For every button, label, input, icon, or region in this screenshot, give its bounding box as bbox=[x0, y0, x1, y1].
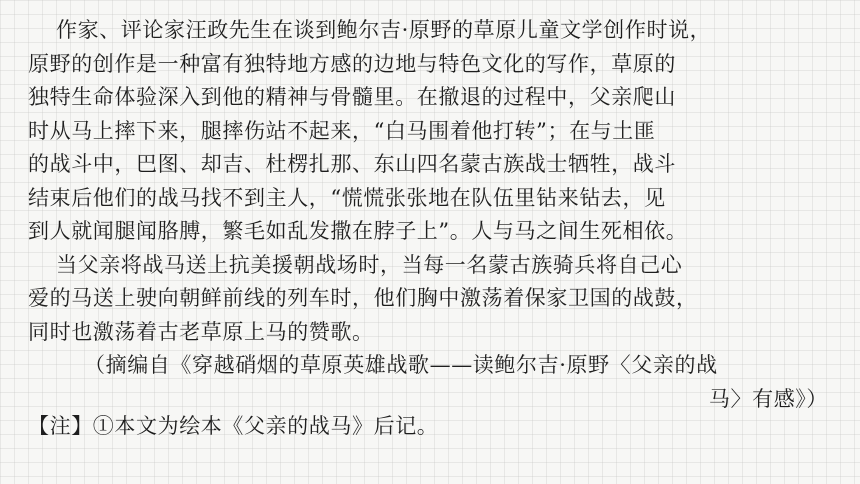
p2-line-1: 当父亲将战马送上抗美援朝战场时，当每一名蒙古族骑兵将自己心 bbox=[56, 252, 683, 277]
p2-line-3: 同时也激荡着古老草原上马的赞歌。 bbox=[28, 319, 374, 344]
source-line-1: （摘编自《穿越硝烟的草原英雄战歌——读鲍尔吉·原野〈父亲的战 bbox=[84, 353, 718, 377]
p1-line-3: 独特生命体验深入到他的精神与骨髓里。在撤退的过程中，父亲爬山 bbox=[28, 85, 676, 109]
p1-line-7: 到人就闻腿闻胳膊，繁毛如乱发撒在脖子上”。人与马之间生死相依。 bbox=[28, 219, 688, 243]
p1-line-4: 时从马上摔下来，腿摔伤站不起来，“白马围着他打转”；在与土匪 bbox=[28, 118, 656, 143]
article-text bbox=[28, 14, 838, 416]
p1-line-2: 原野的创作是一种富有独特地方感的边地与特色文化的写作，草原的 bbox=[28, 51, 676, 76]
p1-line-6: 结束后他们的战马找不到主人，“慌慌张张地在队伍里钻来钻去，见 bbox=[28, 185, 666, 210]
p1-line-5: 的战斗中，巴图、却吉、杜楞扎那、东山四名蒙古族战士牺牲，战斗 bbox=[28, 152, 676, 176]
p2-line-2: 爱的马送上驶向朝鲜前线的列车时，他们胸中激荡着保家卫国的战鼓， bbox=[28, 286, 698, 310]
footnote: 【注】①本文为绘本《父亲的战马》后记。 bbox=[28, 414, 439, 438]
p1-line-1: 作家、评论家汪政先生在谈到鲍尔吉·原野的草原儿童文学创作时说， bbox=[56, 18, 712, 42]
source-line-2: 马〉有感》） bbox=[708, 386, 828, 411]
